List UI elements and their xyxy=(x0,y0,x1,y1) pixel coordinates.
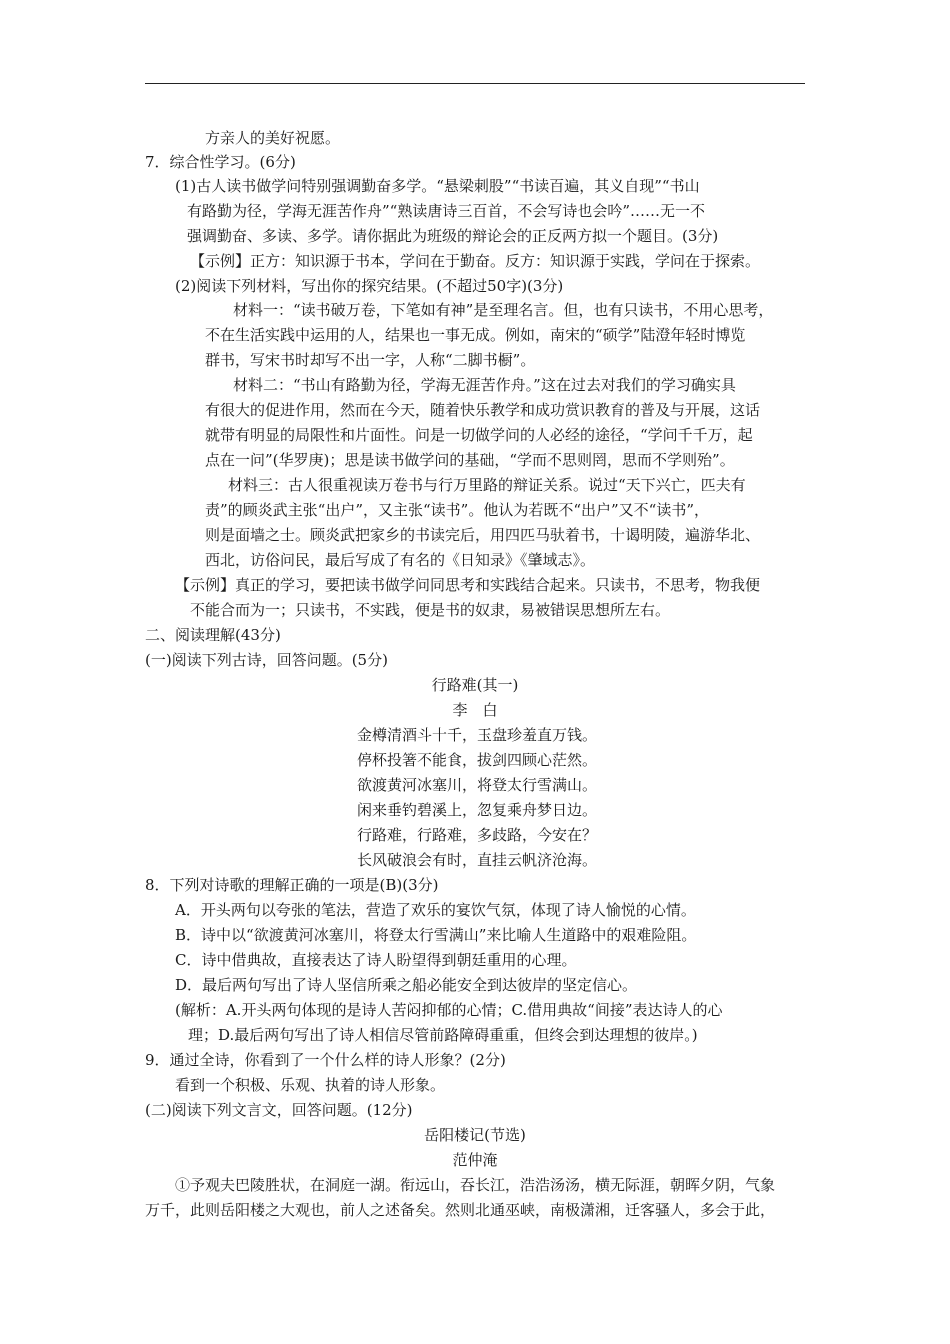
poem-line: 行路难，行路难，多歧路，今安在？ xyxy=(357,826,598,844)
answer-text: 看到一个积极、乐观、执着的诗人形象。 xyxy=(175,1076,446,1094)
option-a: A．开头两句以夸张的笔法，营造了欢乐的宴饮气氛，体现了诗人愉悦的心情。 xyxy=(175,901,696,919)
text-line: 则是面墙之士。顾炎武把家乡的书读完后，用四匹马驮着书，十谒明陵，遍游华北、 xyxy=(205,526,761,544)
poem-line: 金樽清酒斗十千，玉盘珍羞直万钱。 xyxy=(357,726,598,744)
section-heading: 二、阅读理解(43分) xyxy=(145,626,281,644)
text-line: 强调勤奋、多读、多学。请你据此为班级的辩论会的正反两方拟一个题目。(3分) xyxy=(187,227,719,245)
text-line: 西北，访俗问民，最后写成了有名的《日知录》《肇域志》。 xyxy=(205,551,596,569)
poem-title: 行路难(其一) xyxy=(431,676,519,694)
passage-title: 岳阳楼记(节选) xyxy=(424,1126,526,1144)
text-line: 方亲人的美好祝愿。 xyxy=(205,129,341,147)
subsection-heading: (一)阅读下列古诗，回答问题。(5分) xyxy=(145,651,388,669)
option-d: D．最后两句写出了诗人坚信所乘之船必能安全到达彼岸的坚定信心。 xyxy=(175,976,638,994)
text-line: 群书，写宋书时却写不出一字，人称“二脚书橱”。 xyxy=(205,351,536,369)
example-answer: 【示例】正方：知识源于书本，学问在于勤奋。反方：知识源于实践，学问在于探索。 xyxy=(190,252,761,270)
text-line: 不在生活实践中运用的人，结果也一事无成。例如，南宋的“硕学”陆澄年轻时博览 xyxy=(205,326,746,344)
text-line: 理；D.最后两句写出了诗人相信尽管前路障碍重重，但终会到达理想的彼岸。) xyxy=(188,1026,698,1044)
text-line: 有很大的促进作用，然而在今天，随着快乐教学和成功赏识教育的普及与开展，这话 xyxy=(205,401,761,419)
explanation: (解析：A.开头两句体现的是诗人苦闷抑郁的心情；C.借用典故“间接”表达诗人的心 xyxy=(175,1001,723,1019)
passage-text: 万千，此则岳阳楼之大观也，前人之述备矣。然则北通巫峡，南极潇湘，迁客骚人，多会于此， xyxy=(145,1201,776,1219)
subsection-heading: (二)阅读下列文言文，回答问题。(12分) xyxy=(145,1101,413,1119)
passage-author: 范仲淹 xyxy=(452,1151,498,1169)
poem-line: 闲来垂钓碧溪上，忽复乘舟梦日边。 xyxy=(357,801,598,819)
option-b: B．诗中以“欲渡黄河冰塞川，将登太行雪满山”来比喻人生道路中的艰难险阻。 xyxy=(175,926,697,944)
text-line: 责”的顾炎武主张“出户”，又主张“读书”。他认为若既不“出户”又不“读书”， xyxy=(205,501,710,519)
text-line: 就带有明显的局限性和片面性。问是一切做学问的人必经的途径，“学问千千万，起 xyxy=(205,426,753,444)
text-line: (1)古人读书做学问特别强调勤奋多学。“悬梁刺股”“书读百遍，其义自现”“书山 xyxy=(175,177,700,195)
passage-text: ①予观夫巴陵胜状，在洞庭一湖。衔远山，吞长江，浩浩汤汤，横无际涯，朝晖夕阴，气象 xyxy=(175,1176,776,1194)
question-9-heading: 9．通过全诗，你看到了一个什么样的诗人形象？(2分) xyxy=(145,1051,506,1069)
text-line: 点在一问”(华罗庚)；思是读书做学问的基础，“学而不思则罔，思而不学则殆”。 xyxy=(205,451,735,469)
poem-line: 停杯投箸不能食，拔剑四顾心茫然。 xyxy=(357,751,598,769)
poem-author: 李 白 xyxy=(452,701,498,719)
header-rule xyxy=(145,83,805,84)
material-three: 材料三：古人很重视读万卷书与行万里路的辩证关系。说过“天下兴亡，匹夫有 xyxy=(228,476,746,494)
question-7-heading: 7．综合性学习。(6分) xyxy=(145,153,296,171)
poem-line: 欲渡黄河冰塞川，将登太行雪满山。 xyxy=(357,776,598,794)
material-two: 材料二：“书山有路勤为径，学海无涯苦作舟。”这在过去对我们的学习确实具 xyxy=(233,376,736,394)
text-line: (2)阅读下列材料，写出你的探究结果。(不超过50字)(3分) xyxy=(175,277,564,295)
material-one: 材料一：“读书破万卷，下笔如有神”是至理名言。但，也有只读书，不用心思考， xyxy=(233,301,774,319)
text-line: 有路勤为径，学海无涯苦作舟”“熟读唐诗三百首，不会写诗也会吟”……无一不 xyxy=(187,202,706,220)
poem-line: 长风破浪会有时，直挂云帆济沧海。 xyxy=(357,851,598,869)
question-8-heading: 8．下列对诗歌的理解正确的一项是(B)(3分) xyxy=(145,876,439,894)
text-line: 不能合而为一；只读书，不实践，便是书的奴隶，易被错误思想所左右。 xyxy=(190,601,671,619)
example-answer: 【示例】真正的学习，要把读书做学问同思考和实践结合起来。只读书，不思考，物我便 xyxy=(175,576,761,594)
option-c: C．诗中借典故，直接表达了诗人盼望得到朝廷重用的心理。 xyxy=(175,951,577,969)
